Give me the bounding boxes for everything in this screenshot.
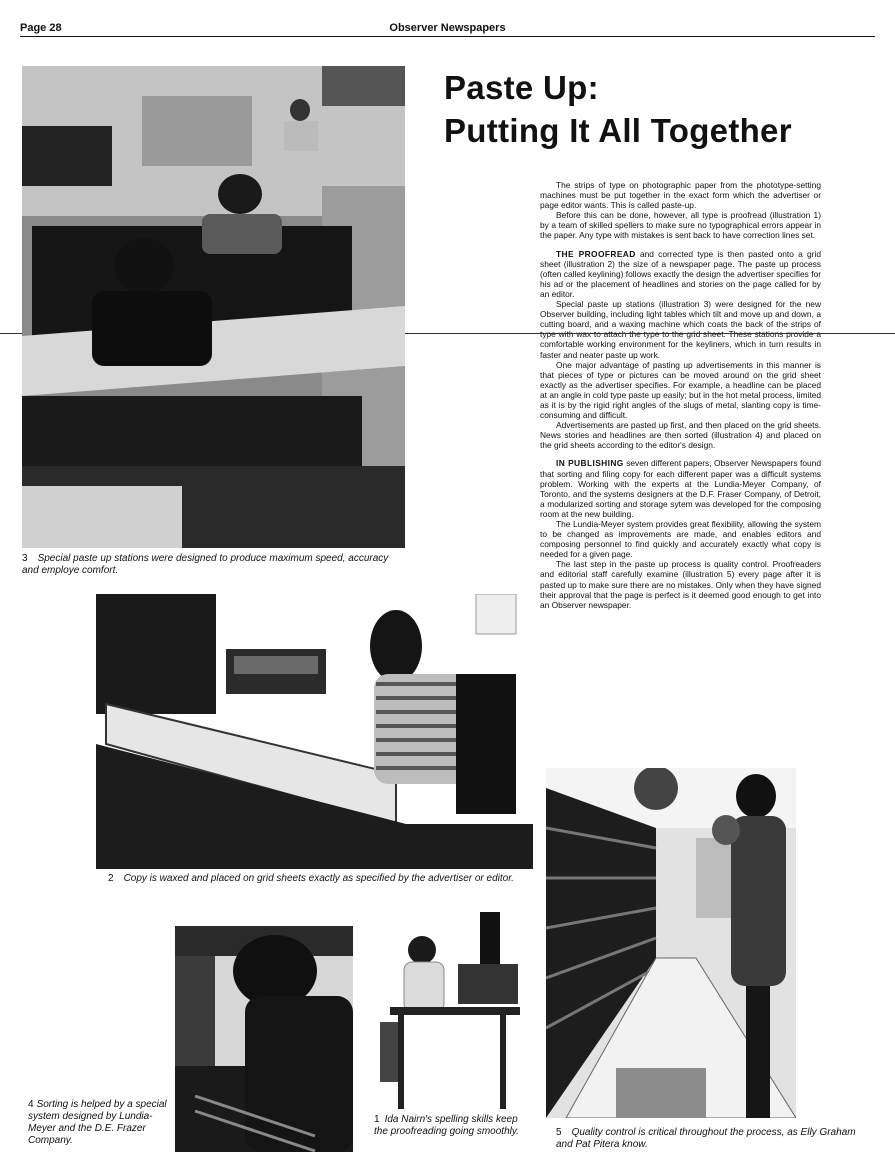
paragraph-8: The Lundia-Meyer system provides great flexibility, allowing the system to be changed as improvements are made, and enables editors and composing personnel to find quickly and accurately exactly what copy is needed for a given page.: [540, 519, 821, 560]
paragraph-6: Advertisements are pasted up first, and then placed on the grid sheets. News stories and headlines are then sorted (illustration 4) and placed on the grid sheets according to the editor's design.: [540, 420, 821, 451]
page-number: Page 28: [20, 22, 62, 34]
lead-in-publishing: IN PUBLISHING: [556, 458, 624, 469]
photo-proofreading: [380, 912, 523, 1109]
caption-2-number: 2: [108, 873, 114, 884]
caption-5: [556, 1127, 856, 1151]
caption-1-number: 1: [374, 1114, 380, 1125]
paragraph-5: One major advantage of pasting up advertisements in this manner is that pieces of type or pictures can be moved around on the grid sheet exactly as the advertiser specifies. For example, a headline can be placed at an angle in cold type paste up easily; but in the hot metal process, limited as it is by the rigid right angles of the slugs of metal, slanting copy is time-consuming and difficult.: [540, 359, 821, 421]
paragraph-9: The last step in the paste up process is quality control. Proofreaders and editorial staff carefully examine (illustration 5) every page after it is pasted up to make sure there are no mistakes. Only when they have signed their approval that the page is perfect is it deemed good enough to get into an Observer newspaper.: [540, 559, 821, 610]
newspaper-name: Observer Newspapers: [389, 22, 506, 34]
caption-3-text: Special paste up stations were designed to produce maximum speed, accuracy and employe comfort.: [22, 553, 389, 576]
paragraph-3-text: and corrected type is then pasted onto a grid sheet (illustration 2) the size of a newspaper page. The paste up process (often called keylining) follows exactly the design the advertiser specifies for his ad or the placement of headlines and stories on the page called for by an editor.: [540, 248, 821, 299]
caption-3: [22, 553, 405, 577]
caption-5-text: Quality control is critical throughout the process, as Elly Graham and Pat Pitera know.: [556, 1127, 856, 1150]
paragraph-7: [540, 458, 821, 519]
paragraph-3: [540, 249, 821, 299]
lead-in-proofread: THE PROOFREAD: [556, 248, 636, 259]
caption-4-text: Sorting is helped by a special system designed by Lundia-Meyer and the D.E. Frazer Company.: [28, 1099, 167, 1146]
title-line-2: Putting It All Together: [444, 112, 792, 149]
paragraph-7-text: seven different papers, Observer Newspapers found that sorting and filing copy for each different paper was a difficult systems problem. Working with the experts at the Lundia-Meyer Company, of Toronto, and the systems designers at the D.F. Fraser Company, of Detroit, a modularized sorting and storage sytem was developed for the composing room at the new building.: [540, 458, 821, 519]
paragraph-2: Before this can be done, however, all type is proofread (illustration 1) by a team of skilled spellers to make sure no typographical errors appear in the paper. Any type with mistakes is sent back to have correction lines set.: [540, 210, 821, 241]
title-line-1: Paste Up:: [444, 69, 599, 106]
caption-2-text: Copy is waxed and placed on grid sheets exactly as specified by the advertiser or editor.: [123, 873, 514, 884]
photo-grid-sheet: [96, 594, 533, 869]
article-body: [540, 180, 821, 610]
photo-quality-control: [546, 768, 796, 1118]
caption-1-text: Ida Nairn's spelling skills keep the proofreading going smoothly.: [374, 1114, 519, 1137]
photo-sorting-system: [175, 926, 353, 1152]
article-title: [444, 66, 884, 152]
caption-1: [374, 1114, 530, 1138]
caption-2: [108, 873, 518, 885]
caption-3-number: 3: [22, 553, 28, 564]
photo-paste-up-stations: [22, 66, 405, 548]
paragraph-1: The strips of type on photographic paper from the phototype-setting machines must be put together in the exact form which the advertiser or page editor wants. This is called paste-up.: [540, 180, 821, 211]
paragraph-4: Special paste up stations (illustration 3) were designed for the new Observer building, including light tables which tilt and move up and down, a cutting board, and a waxing machine which coats the back of the strips of type with wax to attach the type to the grid sheet. These stations provide a comfortable working environment for the keyliners, which in turn results in faster and neater paste up work.: [540, 299, 821, 360]
caption-5-number: 5: [556, 1127, 562, 1138]
caption-4: [28, 1099, 174, 1147]
header-rule: [20, 36, 875, 37]
caption-4-number: 4: [28, 1099, 34, 1110]
